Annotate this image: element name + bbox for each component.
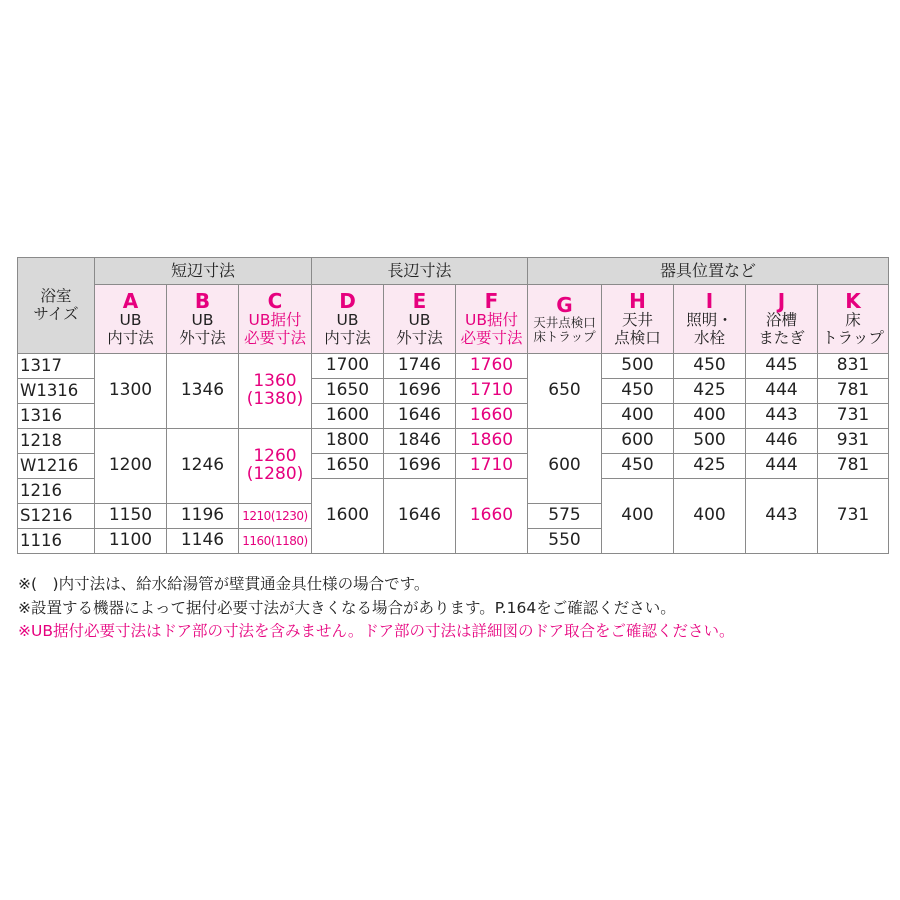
cell-b: 1196 — [167, 504, 239, 529]
size-cell: S1216 — [18, 504, 95, 529]
col-header-c — [239, 285, 312, 354]
cell-f: 1710 — [456, 454, 528, 479]
cell-k: 831 — [818, 354, 889, 379]
col-header-h — [602, 285, 674, 354]
col-header-a — [95, 285, 167, 354]
col-letter: A — [122, 289, 139, 314]
col-header-b — [167, 285, 239, 354]
col-header-d — [312, 285, 384, 354]
col-label-line: 外寸法 — [396, 328, 443, 347]
corner-label-1: 浴室 — [40, 287, 72, 306]
size-cell: 1216 — [18, 479, 95, 504]
group-long-side: 長辺寸法 — [312, 258, 528, 285]
cell-i: 400 — [674, 404, 746, 429]
cell-c: 1160(1180) — [239, 529, 312, 554]
table-row — [18, 354, 889, 379]
bath-size-header — [18, 258, 95, 354]
col-letter: B — [194, 289, 211, 314]
col-label-line: 必要寸法 — [243, 328, 306, 347]
size-cell: 1316 — [18, 404, 95, 429]
cell-d: 1700 — [312, 354, 384, 379]
col-label-line: 内寸法 — [107, 328, 154, 347]
cell-j: 443 — [746, 479, 818, 554]
col-letter: D — [339, 289, 356, 314]
col-letter: E — [412, 289, 427, 314]
cell-i: 500 — [674, 429, 746, 454]
col-label-line: 照明・ — [686, 311, 733, 330]
cell-e: 1696 — [384, 454, 456, 479]
col-header-i — [674, 285, 746, 354]
cell-f: 1660 — [456, 479, 528, 554]
col-label-line: トラップ — [822, 328, 884, 347]
cell-b: 1146 — [167, 529, 239, 554]
col-label-line: 外寸法 — [179, 328, 226, 347]
col-label-line: UB — [336, 311, 359, 330]
cell-a: 1150 — [95, 504, 167, 529]
col-header-e — [384, 285, 456, 354]
cell-d: 1650 — [312, 379, 384, 404]
col-label-line: 浴槽 — [765, 311, 797, 330]
col-label-line: 水栓 — [693, 328, 725, 347]
cell-j: 446 — [746, 429, 818, 454]
cell-c — [239, 429, 312, 504]
cell-e: 1846 — [384, 429, 456, 454]
cell-e: 1746 — [384, 354, 456, 379]
cell-d: 1600 — [312, 479, 384, 554]
cell-f: 1710 — [456, 379, 528, 404]
cell-f: 1660 — [456, 404, 528, 429]
col-label-line: UB据付 — [465, 311, 518, 330]
cell-k: 731 — [818, 404, 889, 429]
cell-h: 450 — [602, 379, 674, 404]
col-letter: C — [267, 289, 283, 314]
cell-h: 400 — [602, 404, 674, 429]
table-row — [18, 429, 889, 454]
size-cell: 1218 — [18, 429, 95, 454]
col-label-line: UB — [408, 311, 431, 330]
cell-k: 731 — [818, 479, 889, 554]
group-short-side: 短辺寸法 — [95, 258, 312, 285]
col-label-line: UB — [191, 311, 214, 330]
size-cell: W1316 — [18, 379, 95, 404]
col-letter: I — [705, 289, 714, 314]
cell-e: 1646 — [384, 479, 456, 554]
col-letter: F — [484, 289, 499, 314]
cell-c: 1210(1230) — [239, 504, 312, 529]
corner-label-2: サイズ — [33, 304, 79, 323]
cell-k: 781 — [818, 379, 889, 404]
col-label-line: UB — [119, 311, 142, 330]
col-header-g — [528, 285, 602, 354]
cell-h: 600 — [602, 429, 674, 454]
cell-h: 400 — [602, 479, 674, 554]
col-label-line: 床 — [845, 311, 861, 330]
col-letter: J — [777, 289, 786, 314]
col-label-line: 天井点検口 — [533, 314, 596, 330]
size-cell: 1116 — [18, 529, 95, 554]
cell-k: 931 — [818, 429, 889, 454]
col-letter: K — [845, 289, 861, 314]
spec-table — [17, 257, 889, 554]
cell-c-line: (1380) — [246, 389, 304, 409]
cell-k: 781 — [818, 454, 889, 479]
cell-c-line: 1260 — [253, 446, 297, 467]
cell-i: 400 — [674, 479, 746, 554]
col-header-j — [746, 285, 818, 354]
cell-j: 443 — [746, 404, 818, 429]
col-label-line: 床トラップ — [533, 328, 596, 344]
cell-g: 550 — [528, 529, 602, 554]
size-cell: W1216 — [18, 454, 95, 479]
group-header-row — [18, 258, 889, 285]
cell-j: 445 — [746, 354, 818, 379]
col-label-line: 必要寸法 — [460, 328, 523, 347]
cell-d: 1800 — [312, 429, 384, 454]
cell-b: 1246 — [167, 429, 239, 504]
column-label-row — [18, 285, 889, 354]
cell-a: 1100 — [95, 529, 167, 554]
footnotes — [18, 573, 735, 644]
cell-h: 450 — [602, 454, 674, 479]
footnote-2: ※設置する機器によって据付必要寸法が大きくなる場合があります。P.164をご確認ください。 — [18, 598, 676, 617]
col-label-line: 天井 — [621, 311, 653, 330]
col-label-line: またぎ — [758, 328, 805, 347]
cell-i: 425 — [674, 379, 746, 404]
col-letter: G — [556, 292, 573, 317]
cell-j: 444 — [746, 379, 818, 404]
cell-c-line: 1360 — [253, 371, 297, 392]
cell-f: 1860 — [456, 429, 528, 454]
footnote-1: ※( )内寸法は、給水給湯管が壁貫通金具仕様の場合です。 — [18, 575, 430, 593]
cell-g: 600 — [528, 429, 602, 504]
col-label-line: 内寸法 — [324, 328, 371, 347]
cell-g: 650 — [528, 354, 602, 429]
cell-f: 1760 — [456, 354, 528, 379]
col-header-f — [456, 285, 528, 354]
cell-e: 1646 — [384, 404, 456, 429]
cell-g: 575 — [528, 504, 602, 529]
col-label-line: 点検口 — [614, 328, 661, 347]
cell-i: 425 — [674, 454, 746, 479]
cell-a: 1200 — [95, 429, 167, 504]
cell-j: 444 — [746, 454, 818, 479]
cell-d: 1650 — [312, 454, 384, 479]
cell-e: 1696 — [384, 379, 456, 404]
group-fixture-position: 器具位置など — [528, 258, 889, 285]
cell-b: 1346 — [167, 354, 239, 429]
col-letter: H — [629, 289, 646, 314]
cell-a: 1300 — [95, 354, 167, 429]
cell-i: 450 — [674, 354, 746, 379]
cell-c — [239, 354, 312, 429]
cell-h: 500 — [602, 354, 674, 379]
col-header-k — [818, 285, 889, 354]
cell-d: 1600 — [312, 404, 384, 429]
cell-c-line: (1280) — [246, 464, 304, 484]
footnote-3: ※UB据付必要寸法はドア部の寸法を含みません。ドア部の寸法は詳細図のドア取合をご確認ください。 — [18, 622, 735, 640]
size-cell: 1317 — [18, 354, 95, 379]
col-label-line: UB据付 — [248, 311, 302, 330]
